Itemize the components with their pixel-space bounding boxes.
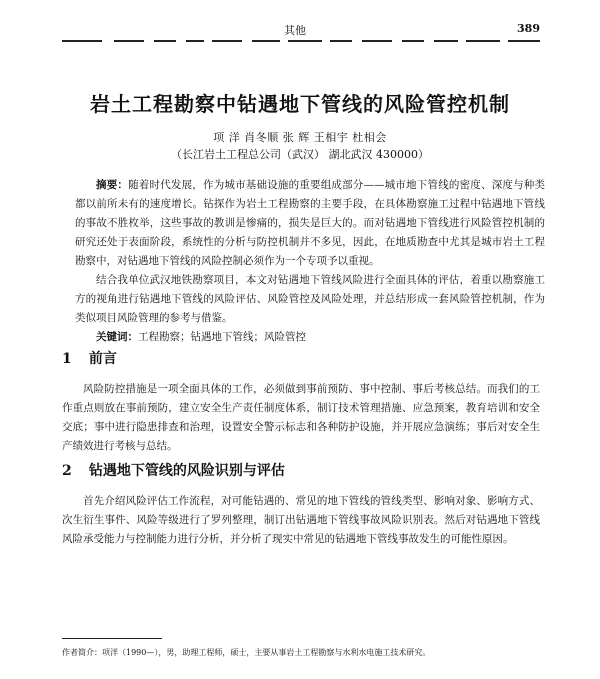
header-section-name: 其他	[284, 24, 306, 37]
section-1-body	[62, 380, 540, 456]
abstract-text-1: 随着时代发展，作为城市基础设施的重要组成部分——城市地下管线的密度、深度与种类都以前所未有的速度增长。钻探作为岩土工程勘察的主要手段，在具体勘察施工过程中钻遇地下管线的事故不胜枚举，这些事故的教训是惨痛的，损失是巨大的。而对钻遇地下管线进行风险管控机制的研究还处于表面阶段，系统性的分析与防控机制并不多见，因此，在地质勘查中尤其是城市岩土工程勘察中，对钻遇地下管线的风险控制必须作为一个专项予以重视。	[75, 179, 546, 267]
section-1-paragraph: 风险防控措施是一项全面具体的工作，必须做到事前预防、事中控制、事后考核总结。而我们的工作重点则放在事前预防，建立安全生产责任制度体系，制订技术管理措施、应急预案，教育培训和安全交底；事中进行隐患排查和治理，设置安全警示标志和各种防护设施，并开展应急演练；事后对安全生产绩效进行考核与总结。	[62, 383, 540, 452]
section-1-number: 1	[62, 351, 72, 367]
abstract-label: 摘要：	[96, 179, 129, 191]
keywords-text: 工程勘察；钻遇地下管线；风险管控	[138, 331, 306, 343]
section-1-title: 前言	[88, 351, 117, 367]
footnote-rule	[62, 638, 162, 639]
running-header	[62, 22, 540, 38]
page-number: 389	[517, 22, 540, 35]
abstract-paragraph-1	[75, 176, 545, 271]
section-2-paragraph: 首先介绍风险评估工作流程，对可能钻遇的、常见的地下管线的管线类型、影响对象、影响方式、次生衍生事件、风险等级进行了罗列整理，制订出钻遇地下管线事故风险识别表。然后对钻遇地下管线风险承受能力与控制能力进行分析，并分析了现实中常见的钻遇地下管线事故发生的可能性原因。	[62, 495, 540, 545]
header-rule	[62, 40, 540, 43]
abstract-paragraph-2: 结合我单位武汉地铁勘察项目，本文对钻遇地下管线风险进行全面具体的评估，着重以勘察施工方的视角进行钻遇地下管线的风险评估、风险管控及风险处理，并总结形成一套风险管控机制，作为类似项目风险管理的参考与借鉴。	[75, 274, 545, 324]
keywords-line	[75, 328, 545, 347]
paper-title: 岩土工程勘察中钻遇地下管线的风险管控机制	[90, 92, 510, 116]
abstract-block	[75, 176, 545, 347]
section-1-heading	[62, 348, 117, 368]
section-2-number: 2	[62, 463, 72, 479]
section-2-body	[62, 492, 540, 549]
section-2-heading	[62, 460, 285, 480]
keywords-label: 关键词：	[96, 331, 138, 343]
author-list: 项 洋 肖冬顺 张 辉 王相宇 杜相会	[213, 131, 387, 144]
author-footnote: 作者简介：项洋（1990—），男，助理工程师，硕士，主要从事岩土工程勘察与水利水电施工技术研究。	[62, 648, 431, 657]
affiliation: （长江岩土工程总公司（武汉） 湖北武汉 430000）	[171, 148, 429, 161]
section-2-title: 钻遇地下管线的风险识别与评估	[88, 463, 285, 479]
